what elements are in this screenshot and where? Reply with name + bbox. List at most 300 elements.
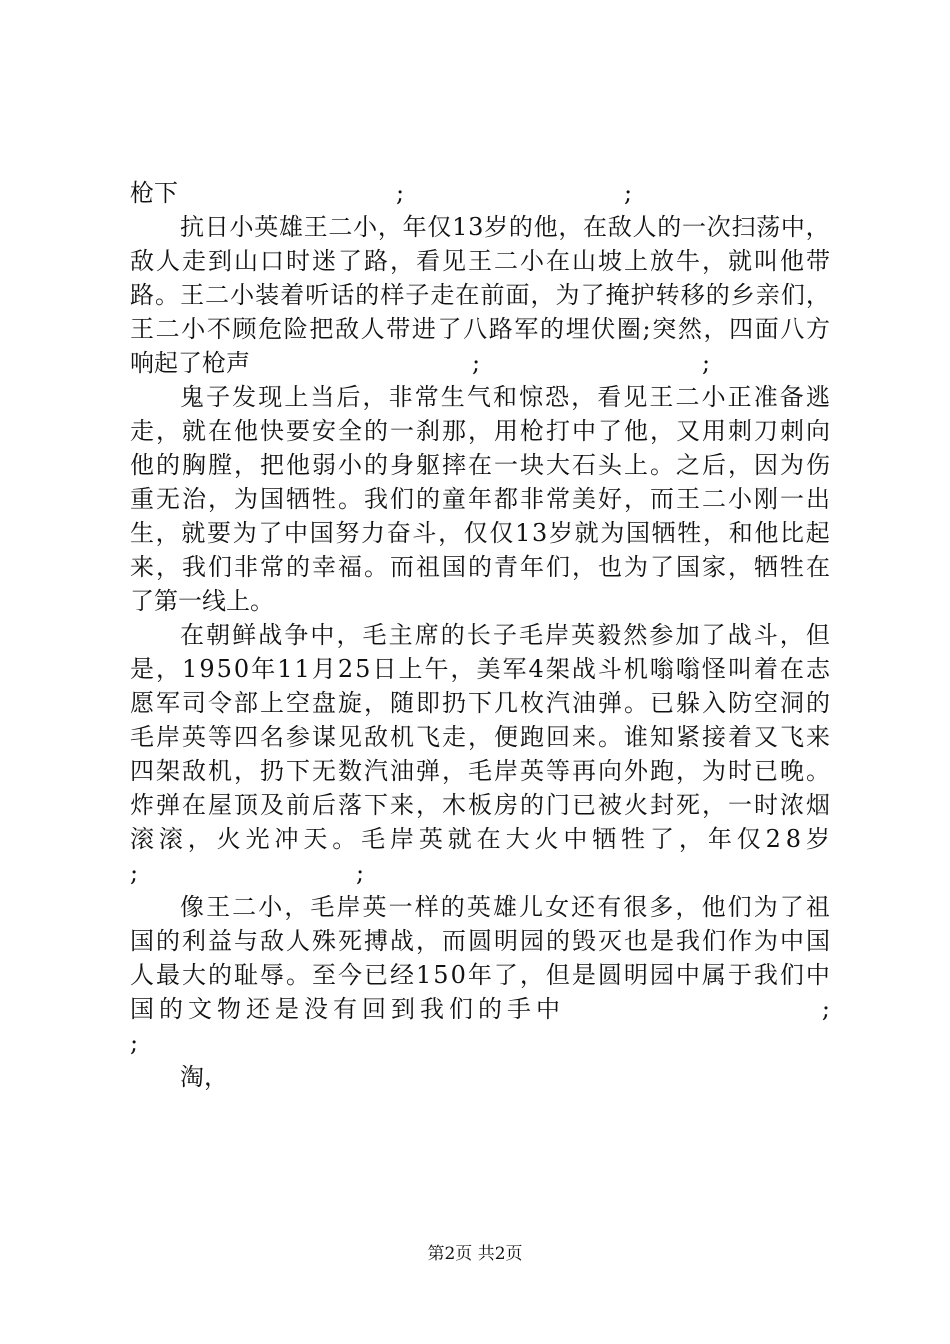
text-glyph: 八 — [780, 315, 805, 343]
text-glyph: 下 — [364, 791, 388, 819]
text-glyph: 面 — [754, 315, 779, 343]
text-glyph: 叫 — [727, 655, 752, 683]
text-glyph: 二 — [205, 281, 230, 309]
text-glyph: 敌 — [364, 723, 388, 751]
text-glyph: ， — [703, 315, 728, 343]
text-glyph: 顾 — [232, 315, 257, 343]
text-glyph: 身 — [390, 451, 414, 479]
text-glyph: 躯 — [416, 451, 440, 479]
text-glyph: 走 — [182, 247, 206, 275]
text-glyph: 前 — [286, 791, 310, 819]
text-glyph: 小 — [181, 315, 206, 343]
text-glyph: 都 — [494, 485, 518, 513]
text-glyph: 很 — [623, 893, 648, 921]
text-glyph: 起 — [805, 519, 830, 547]
text-glyph: 主 — [388, 621, 413, 649]
text-line — [130, 618, 830, 652]
text-glyph: 是 — [130, 655, 154, 683]
text-glyph: 日 — [372, 655, 397, 683]
text-glyph: 冲 — [274, 825, 299, 853]
text-glyph: 王 — [468, 247, 492, 275]
text-glyph: 机 — [623, 655, 648, 683]
text-line-content: ; — [130, 1029, 139, 1057]
text-line — [130, 482, 830, 516]
text-glyph: 非 — [234, 553, 258, 581]
text-glyph: 英 — [520, 757, 544, 785]
text-glyph: 益 — [208, 927, 232, 955]
text-glyph: 的 — [364, 451, 388, 479]
text-glyph: 正 — [727, 383, 752, 411]
text-glyph: 4 — [528, 655, 544, 683]
text-glyph: 而 — [442, 927, 466, 955]
text-glyph: 也 — [598, 553, 622, 581]
text-glyph: 青 — [494, 553, 518, 581]
text-glyph: ， — [779, 621, 804, 649]
text-glyph: 们 — [546, 553, 570, 581]
text-glyph: 了 — [580, 281, 605, 309]
text-glyph: 向 — [806, 417, 830, 445]
text-glyph: ， — [702, 247, 726, 275]
text-glyph: ， — [558, 213, 583, 241]
text-glyph: 洞 — [780, 689, 804, 717]
text-glyph: 加 — [675, 621, 700, 649]
text-glyph: 王 — [180, 281, 205, 309]
text-glyph: 的 — [440, 621, 465, 649]
text-glyph: 谋 — [312, 723, 336, 751]
text-glyph: 0 — [233, 655, 250, 683]
text-glyph: 。 — [364, 553, 388, 581]
text-glyph: 英 — [362, 893, 387, 921]
text-glyph: 小 — [338, 451, 362, 479]
text-glyph: 二 — [328, 213, 353, 241]
text-glyph: 生 — [440, 383, 465, 411]
text-glyph: 上 — [260, 689, 284, 717]
text-glyph: 岸 — [494, 757, 518, 785]
text-glyph: 大 — [182, 961, 206, 989]
text-glyph: 二 — [702, 485, 726, 513]
text-glyph: 就 — [181, 519, 206, 547]
text-glyph: 护 — [630, 281, 655, 309]
text-line — [130, 1060, 830, 1094]
text-glyph: 人 — [156, 247, 180, 275]
text-glyph: 大 — [546, 451, 570, 479]
text-glyph: 再 — [572, 757, 596, 785]
text-glyph: 的 — [156, 927, 180, 955]
text-line — [130, 992, 830, 1026]
text-glyph: 在 — [468, 451, 492, 479]
text-glyph: 为 — [234, 485, 258, 513]
text-glyph: 叫 — [754, 247, 778, 275]
text-glyph: 他 — [234, 417, 258, 445]
text-glyph: 伏 — [591, 315, 616, 343]
text-glyph: 国 — [309, 519, 334, 547]
text-glyph: ， — [234, 451, 258, 479]
text-glyph: ， — [156, 655, 181, 683]
text-glyph: 上 — [624, 247, 648, 275]
text-glyph: 了 — [779, 893, 804, 921]
text-glyph: 0 — [450, 961, 466, 989]
text-glyph: 国 — [806, 927, 830, 955]
text-glyph: 掩 — [605, 281, 630, 309]
text-glyph: 落 — [338, 791, 362, 819]
text-glyph: 打 — [546, 417, 570, 445]
text-glyph: 多 — [649, 893, 674, 921]
text-glyph: 牲 — [780, 553, 804, 581]
text-glyph: 但 — [545, 961, 570, 989]
text-glyph: 几 — [494, 689, 518, 717]
text-glyph: 愿 — [130, 689, 154, 717]
text-glyph: 一 — [388, 893, 413, 921]
text-glyph: 9 — [199, 655, 215, 683]
text-glyph: 的 — [546, 927, 570, 955]
text-glyph: 当 — [310, 383, 335, 411]
text-glyph: 胸 — [182, 451, 206, 479]
text-line — [130, 210, 830, 244]
text-glyph: 。 — [286, 961, 310, 989]
text-glyph: 一 — [681, 213, 706, 241]
text-glyph: 小 — [229, 213, 254, 241]
text-glyph: 我 — [676, 927, 700, 955]
text-glyph: 着 — [753, 655, 778, 683]
text-glyph: 一 — [494, 451, 518, 479]
text-glyph: 汽 — [546, 689, 570, 717]
text-glyph: 我 — [364, 485, 388, 513]
text-glyph: 英 — [182, 723, 206, 751]
text-glyph: 灭 — [598, 927, 622, 955]
text-glyph: 即 — [416, 689, 440, 717]
text-glyph: 现 — [258, 383, 283, 411]
text-glyph: 子 — [492, 621, 517, 649]
text-glyph: 八 — [463, 315, 488, 343]
text-glyph: 参 — [286, 723, 310, 751]
text-glyph: 殊 — [312, 927, 336, 955]
text-glyph: ， — [805, 213, 830, 241]
text-glyph: 令 — [208, 689, 232, 717]
text-glyph: 油 — [390, 757, 414, 785]
text-glyph: 一 — [780, 485, 804, 513]
text-glyph: 治 — [182, 485, 206, 513]
text-glyph: ， — [624, 485, 648, 513]
text-glyph: 牛 — [676, 247, 700, 275]
text-glyph: 的 — [416, 485, 440, 513]
text-glyph: 的 — [156, 451, 180, 479]
text-glyph: 牺 — [651, 519, 676, 547]
text-glyph: 他 — [286, 451, 310, 479]
separator-mark: ; — [356, 859, 365, 887]
text-glyph: 。 — [650, 451, 674, 479]
text-glyph: 的 — [657, 213, 682, 241]
text-glyph: 亲 — [755, 281, 780, 309]
text-glyph: 而 — [390, 553, 414, 581]
text-glyph: 敌 — [182, 757, 206, 785]
text-glyph: ， — [678, 825, 703, 853]
text-glyph: 气 — [466, 383, 491, 411]
text-glyph: 四 — [729, 315, 754, 343]
text-glyph: 王 — [676, 485, 700, 513]
text-line-content: 国的文物还是没有回到我们的手中 — [130, 995, 565, 1023]
text-glyph: 于 — [727, 961, 752, 989]
text-glyph: 在 — [546, 247, 570, 275]
text-glyph: ， — [468, 417, 492, 445]
text-glyph: 在 — [476, 825, 501, 853]
text-glyph: 了 — [650, 825, 675, 853]
text-glyph: 下 — [286, 757, 310, 785]
text-glyph: 无 — [156, 485, 180, 513]
text-glyph: 人 — [286, 927, 310, 955]
text-glyph: 口 — [260, 247, 284, 275]
text-glyph: 儿 — [519, 893, 544, 921]
text-glyph: 上 — [398, 655, 423, 683]
text-line — [130, 720, 830, 754]
text-glyph: 带 — [386, 315, 411, 343]
text-glyph: 滚 — [158, 825, 183, 853]
text-line — [130, 1026, 830, 1060]
text-glyph: 突 — [652, 315, 677, 343]
text-glyph: 膛 — [208, 451, 232, 479]
text-glyph: 岁 — [484, 213, 509, 241]
text-glyph: 国 — [260, 485, 284, 513]
text-glyph: 为 — [702, 757, 726, 785]
text-glyph: 着 — [728, 723, 752, 751]
text-glyph: ， — [728, 553, 752, 581]
text-glyph: 。 — [155, 281, 180, 309]
text-glyph: 2 — [765, 825, 781, 853]
text-glyph: 已 — [650, 689, 674, 717]
text-glyph: 时 — [286, 247, 310, 275]
text-glyph: 紧 — [676, 723, 700, 751]
text-glyph: 中 — [780, 927, 804, 955]
text-glyph: 3 — [532, 519, 548, 547]
text-glyph: 转 — [655, 281, 680, 309]
text-glyph: 敌 — [130, 247, 154, 275]
separator-mark: ; — [624, 179, 633, 207]
text-glyph: 枪 — [520, 417, 544, 445]
text-glyph: 架 — [545, 655, 570, 683]
text-glyph: 国 — [442, 553, 466, 581]
text-glyph: 上 — [624, 451, 648, 479]
text-glyph: 的 — [705, 281, 730, 309]
text-glyph: 发 — [232, 383, 257, 411]
text-glyph: ， — [468, 723, 492, 751]
text-glyph: 仅 — [736, 825, 761, 853]
text-glyph: 四 — [234, 723, 258, 751]
text-glyph: 二 — [232, 893, 257, 921]
text-glyph: 险 — [283, 315, 308, 343]
text-glyph: 园 — [649, 961, 674, 989]
text-glyph: 名 — [260, 723, 284, 751]
text-line — [130, 822, 830, 856]
text-glyph: 今 — [338, 961, 362, 989]
text-glyph: 英 — [571, 621, 596, 649]
text-line — [130, 244, 830, 278]
text-glyph: 毛 — [519, 621, 544, 649]
text-glyph: 们 — [208, 553, 232, 581]
text-glyph: 了 — [598, 417, 622, 445]
text-glyph: 我 — [753, 961, 778, 989]
text-glyph: 就 — [728, 247, 752, 275]
text-glyph: 就 — [182, 417, 206, 445]
text-glyph: 架 — [156, 757, 180, 785]
text-glyph: 与 — [234, 927, 258, 955]
text-glyph: 带 — [806, 247, 830, 275]
text-glyph: 二 — [675, 383, 700, 411]
text-glyph: 常 — [260, 553, 284, 581]
text-line — [130, 380, 830, 414]
text-line — [130, 448, 830, 482]
text-glyph: 英 — [418, 825, 443, 853]
text-line — [130, 550, 830, 584]
text-glyph: 小 — [230, 281, 255, 309]
text-glyph: 比 — [780, 519, 805, 547]
text-glyph: 战 — [571, 655, 596, 683]
text-glyph: 了 — [437, 315, 462, 343]
text-glyph: 飞 — [416, 723, 440, 751]
text-glyph: 常 — [414, 383, 439, 411]
text-glyph: 机 — [390, 723, 414, 751]
text-glyph: 圆 — [468, 927, 492, 955]
text-glyph: 荡 — [756, 213, 781, 241]
text-glyph: 在 — [180, 621, 204, 649]
text-glyph: 后 — [702, 451, 726, 479]
text-glyph: 跑 — [520, 723, 544, 751]
text-glyph: 还 — [571, 893, 596, 921]
text-glyph: 毁 — [572, 927, 596, 955]
text-glyph: ， — [572, 553, 596, 581]
text-glyph: 无 — [312, 757, 336, 785]
text-glyph: 子 — [405, 281, 430, 309]
text-glyph: 岁 — [805, 825, 830, 853]
text-glyph: 鲜 — [232, 621, 257, 649]
text-glyph: 山 — [572, 247, 596, 275]
text-glyph: 机 — [208, 757, 232, 785]
text-glyph: 鬼 — [180, 383, 204, 411]
text-glyph: 1 — [416, 961, 432, 989]
text-glyph: 样 — [380, 281, 405, 309]
text-glyph: 非 — [520, 485, 544, 513]
text-glyph: 扫 — [731, 213, 756, 241]
text-glyph: 有 — [597, 893, 622, 921]
text-glyph: 明 — [623, 961, 648, 989]
text-glyph: 时 — [754, 791, 778, 819]
text-glyph: 1 — [294, 655, 310, 683]
text-glyph: 他 — [754, 519, 779, 547]
text-glyph: 了 — [258, 519, 283, 547]
text-glyph: 军 — [156, 689, 180, 717]
text-glyph: 要 — [286, 417, 310, 445]
text-glyph: 跑 — [650, 757, 674, 785]
text-glyph: 移 — [680, 281, 705, 309]
text-glyph: 。 — [806, 757, 830, 785]
separator-mark: ; — [702, 349, 711, 377]
text-glyph: 和 — [492, 383, 517, 411]
text-glyph: 火 — [624, 791, 648, 819]
text-glyph: 中 — [780, 213, 805, 241]
text-glyph: 2 — [337, 655, 354, 683]
text-glyph: 抗 — [180, 213, 204, 241]
text-glyph: 刺 — [728, 417, 752, 445]
text-glyph: 惊 — [519, 383, 544, 411]
text-line — [130, 516, 830, 550]
text-glyph: 常 — [546, 485, 570, 513]
text-glyph: 放 — [650, 247, 674, 275]
text-glyph: 们 — [779, 961, 804, 989]
text-glyph: 死 — [676, 791, 700, 819]
text-glyph: 小 — [258, 893, 283, 921]
text-glyph: ， — [390, 247, 414, 275]
text-glyph: 和 — [728, 519, 753, 547]
text-glyph: 着 — [280, 281, 305, 309]
text-glyph: 战 — [258, 621, 283, 649]
text-glyph: 随 — [390, 689, 414, 717]
text-glyph: 把 — [260, 451, 284, 479]
text-glyph: 便 — [494, 723, 518, 751]
text-glyph: 仅 — [489, 519, 514, 547]
text-glyph: 的 — [806, 689, 830, 717]
text-glyph: 盘 — [312, 689, 336, 717]
text-glyph: 已 — [572, 791, 596, 819]
text-glyph: 路 — [130, 281, 154, 309]
text-glyph: 快 — [260, 417, 284, 445]
text-glyph: 知 — [650, 723, 674, 751]
text-glyph: 敌 — [335, 315, 359, 343]
text-glyph: 圆 — [597, 961, 622, 989]
text-glyph: 年 — [402, 213, 427, 241]
text-line — [130, 278, 830, 312]
text-glyph: 的 — [355, 281, 380, 309]
text-glyph: 祖 — [416, 553, 440, 581]
text-glyph: 见 — [623, 383, 648, 411]
text-glyph: 要 — [207, 519, 232, 547]
text-glyph: 滚 — [130, 825, 154, 853]
text-glyph: 嗡 — [675, 655, 700, 683]
text-glyph: 已 — [754, 757, 778, 785]
text-glyph: ， — [442, 757, 466, 785]
text-glyph: 了 — [338, 247, 362, 275]
text-glyph: 前 — [480, 281, 505, 309]
text-glyph: 中 — [310, 621, 335, 649]
text-glyph: 数 — [338, 757, 362, 785]
text-glyph: 最 — [156, 961, 180, 989]
text-glyph: 扔 — [260, 757, 284, 785]
text-glyph: 军 — [514, 315, 539, 343]
text-glyph: 为 — [780, 451, 804, 479]
text-glyph: 为 — [232, 519, 257, 547]
text-glyph: 在 — [455, 281, 480, 309]
text-glyph: 伤 — [806, 451, 830, 479]
text-glyph: 了 — [701, 621, 726, 649]
text-glyph: 顶 — [234, 791, 258, 819]
text-glyph: 利 — [182, 927, 206, 955]
text-glyph: 怪 — [701, 655, 726, 683]
text-glyph: 及 — [260, 791, 284, 819]
text-glyph: 子 — [206, 383, 231, 411]
separator-mark: ; — [130, 859, 139, 887]
text-glyph: 岸 — [390, 825, 415, 853]
text-glyph: 。 — [332, 825, 357, 853]
separator-mark: ; — [396, 179, 405, 207]
text-glyph: 然 — [623, 621, 648, 649]
text-glyph: 为 — [624, 553, 648, 581]
text-glyph: ， — [234, 757, 258, 785]
text-line — [130, 856, 830, 890]
text-glyph: 光 — [245, 825, 270, 853]
text-glyph: 他 — [130, 451, 154, 479]
text-glyph: 后 — [312, 791, 336, 819]
text-glyph: 参 — [649, 621, 674, 649]
text-glyph: 军 — [502, 655, 527, 683]
text-glyph: 经 — [390, 961, 414, 989]
text-glyph: 年 — [467, 961, 492, 989]
